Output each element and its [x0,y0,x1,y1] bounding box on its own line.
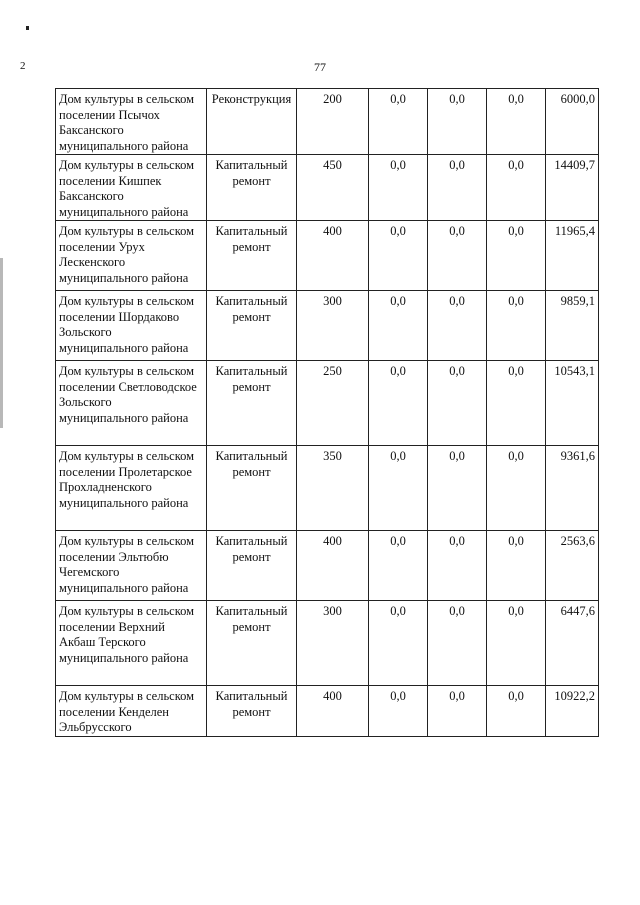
value-cell: 0,0 [428,155,487,221]
table-row [56,531,599,601]
facility-name-cell: Дом культуры в сельском поселении Кишпек Баксанского муниципального района [56,155,207,221]
value-cell: 0,0 [487,291,546,361]
value-cell: 0,0 [487,686,546,737]
total-cell: 2563,6 [546,531,599,601]
scan-speck [26,26,29,30]
capacity-cell: 300 [297,291,369,361]
capacity-cell: 300 [297,601,369,686]
total-cell: 9361,6 [546,446,599,531]
value-cell: 0,0 [369,89,428,155]
value-cell: 0,0 [487,89,546,155]
total-cell: 11965,4 [546,221,599,291]
corner-mark: 2 [20,60,26,72]
table-row [56,291,599,361]
value-cell: 0,0 [428,446,487,531]
value-cell: 0,0 [369,291,428,361]
facility-name-cell: Дом культуры в сельском поселении Урух Лескенского муниципального района [56,221,207,291]
value-cell: 0,0 [369,361,428,446]
value-cell: 0,0 [428,361,487,446]
value-cell: 0,0 [428,291,487,361]
total-cell: 14409,7 [546,155,599,221]
total-cell: 10543,1 [546,361,599,446]
capacity-cell: 400 [297,686,369,737]
table-row [56,361,599,446]
total-cell: 10922,2 [546,686,599,737]
capacity-cell: 200 [297,89,369,155]
value-cell: 0,0 [428,601,487,686]
table-row [56,221,599,291]
work-type-cell: Капитальный ремонт [207,155,297,221]
capacity-cell: 400 [297,531,369,601]
facility-name-cell: Дом культуры в сельском поселении Кенделен Эльбрусского [56,686,207,737]
capacity-cell: 250 [297,361,369,446]
value-cell: 0,0 [369,686,428,737]
value-cell: 0,0 [369,531,428,601]
value-cell: 0,0 [369,221,428,291]
facility-name-cell: Дом культуры в сельском поселении Пролетарское Прохладненского муниципального района [56,446,207,531]
page-number: 77 [314,60,326,74]
table-row [56,89,599,155]
value-cell: 0,0 [428,221,487,291]
scan-edge-mark [0,258,3,428]
table-row [56,446,599,531]
work-type-cell: Реконструкция [207,89,297,155]
value-cell: 0,0 [369,446,428,531]
capacity-cell: 450 [297,155,369,221]
total-cell: 6447,6 [546,601,599,686]
facility-name-cell: Дом культуры в сельском поселении Верхний Акбаш Терского муниципального района [56,601,207,686]
facility-name-cell: Дом культуры в сельском поселении Шордаково Зольского муниципального района [56,291,207,361]
value-cell: 0,0 [428,686,487,737]
facilities-table [55,88,599,737]
table-row [56,686,599,737]
table-row [56,601,599,686]
value-cell: 0,0 [487,155,546,221]
total-cell: 6000,0 [546,89,599,155]
work-type-cell: Капитальный ремонт [207,221,297,291]
table-row [56,155,599,221]
capacity-cell: 400 [297,221,369,291]
work-type-cell: Капитальный ремонт [207,291,297,361]
value-cell: 0,0 [487,601,546,686]
work-type-cell: Капитальный ремонт [207,531,297,601]
work-type-cell: Капитальный ремонт [207,686,297,737]
facility-name-cell: Дом культуры в сельском поселении Псычох Баксанского муниципального района [56,89,207,155]
work-type-cell: Капитальный ремонт [207,601,297,686]
value-cell: 0,0 [487,446,546,531]
value-cell: 0,0 [369,155,428,221]
value-cell: 0,0 [428,89,487,155]
work-type-cell: Капитальный ремонт [207,361,297,446]
value-cell: 0,0 [487,221,546,291]
facility-name-cell: Дом культуры в сельском поселении Эльтюбю Чегемского муниципального района [56,531,207,601]
value-cell: 0,0 [369,601,428,686]
total-cell: 9859,1 [546,291,599,361]
facility-name-cell: Дом культуры в сельском поселении Светловодское Зольского муниципального района [56,361,207,446]
capacity-cell: 350 [297,446,369,531]
value-cell: 0,0 [487,361,546,446]
value-cell: 0,0 [428,531,487,601]
value-cell: 0,0 [487,531,546,601]
work-type-cell: Капитальный ремонт [207,446,297,531]
